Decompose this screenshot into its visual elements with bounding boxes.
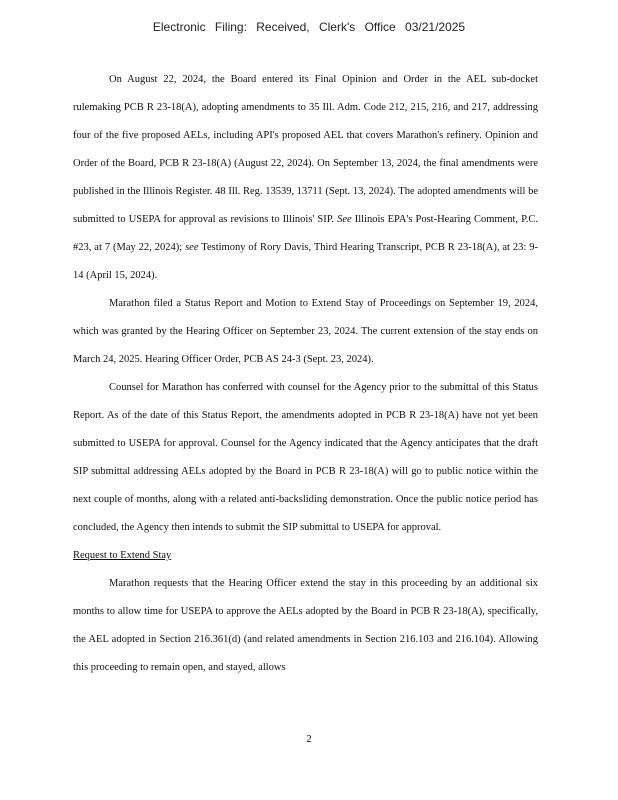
paragraph-counsel-conferred: Counsel for Marathon has conferred with counsel for the Agency prior to the submittal of this Status Report. As of the date of this Status Report, the amendments adopted in PCB R 23-18(A) have not yet been submitted to USEPA for approval. Counsel for the Agency indicated that the Agency anticipates that the draft SIP submittal addressing AELs adopted by the Board in PCB R 23-18(A) will go to public notice within the next couple of months, along with a related anti-backsliding demonstration. Once the public notice period has concluded, the Agency then intends to submit the SIP submittal to USEPA for approval.: [73, 382, 538, 533]
citation-signal-see-lower: see: [185, 242, 199, 253]
citation-signal-see: See: [337, 214, 352, 225]
paragraph-request: Marathon requests that the Hearing Officer extend the stay in this proceeding by an additional six months to allow time for USEPA to approve the AELs adopted by the Board in PCB R 23-18(A), specifically, the AEL adopted in Section 216.361(d) (and related amendments in Section 216.103 and 216.104). Allowing this proceeding to remain open, and stayed, allows: [73, 578, 538, 673]
document-body: [73, 66, 538, 682]
section-heading-request-to-extend-stay: Request to Extend Stay: [73, 550, 172, 561]
citation-post-hearing-comment: Illinois EPA's Post-Hearing Comment, P.C. #23, at 7 (May 22, 2024);: [73, 214, 539, 253]
paragraph-final-opinion-text: On August 22, 2024, the Board entered its Final Opinion and Order in the AEL sub-docket rulemaking PCB R 23-18(A), adopting amendments to 35 Ill. Adm. Code 212, 215, 216, and 217, addressing four of the five proposed AELs, including API's proposed AEL that covers Marathon's refinery. Opinion and Order of the Board, PCB R 23-18(A) (August 22, 2024). On September 13, 2024, the final amendments were published in the Illinois Register. 48 Ill. Reg. 13539, 13711 (Sept. 13, 2024). The adopted amendments will be submitted to USEPA for approval as revisions to Illinois' SIP.: [73, 74, 538, 225]
electronic-filing-header: Electronic Filing: Received, Clerk's Office 03/21/2025: [152, 20, 466, 34]
page-number: 2: [306, 733, 312, 745]
paragraph-status-report: Marathon filed a Status Report and Motion to Extend Stay of Proceedings on September 19, 2024, which was granted by the Hearing Officer on September 23, 2024. The current extension of the stay ends on March 24, 2025. Hearing Officer Order, PCB AS 24-3 (Sept. 23, 2024).: [73, 298, 538, 365]
citation-testimony: Testimony of Rory Davis, Third Hearing Transcript, PCB R 23-18(A), at 23: 9-14 (April 15, 2024).: [73, 242, 538, 281]
paragraph-final-opinion: [73, 66, 538, 290]
